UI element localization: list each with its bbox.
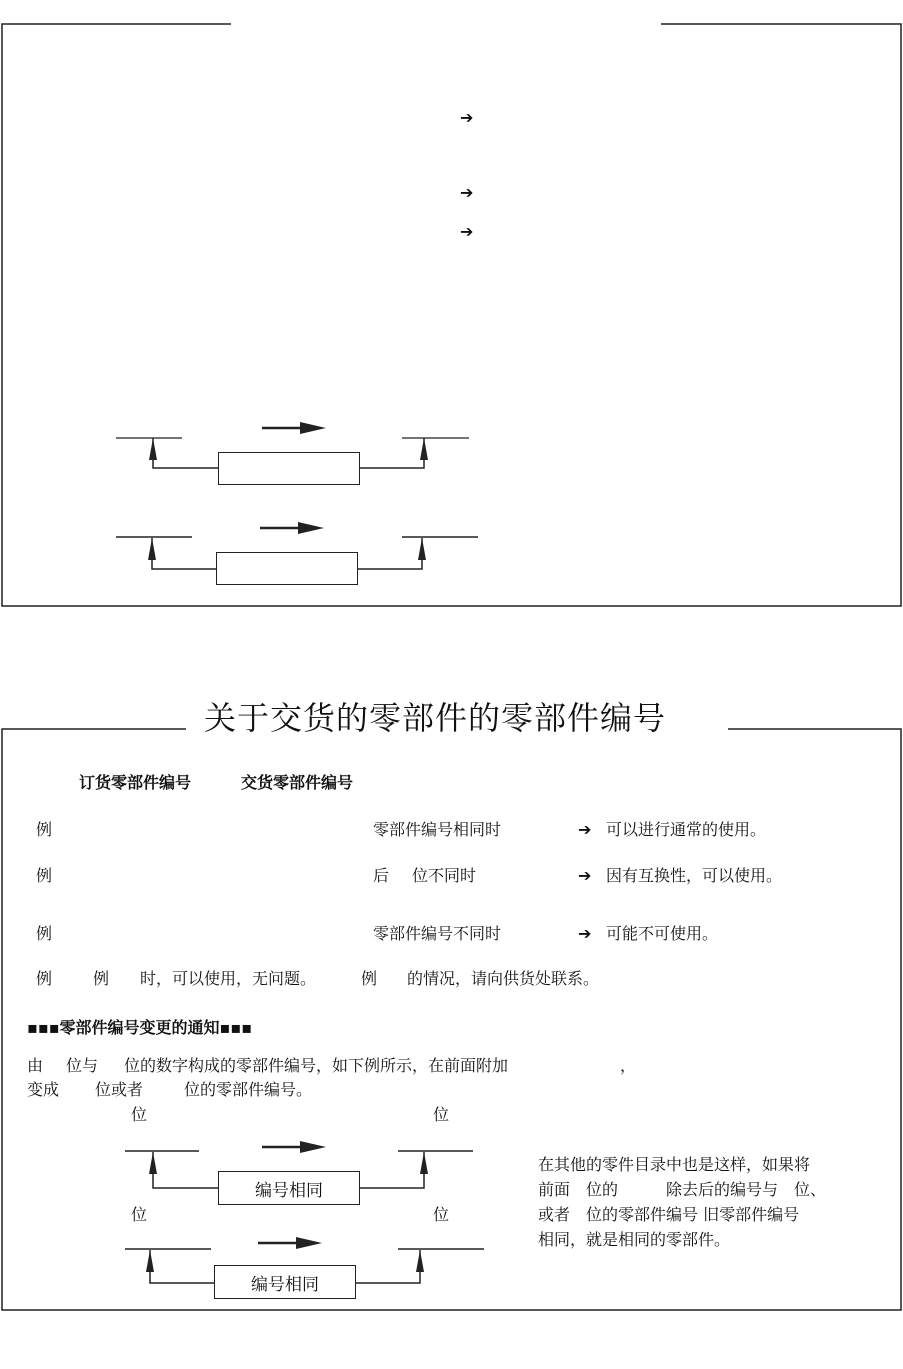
order-part-number-label: 订货零部件编号 bbox=[79, 773, 192, 792]
summary-part: 例 bbox=[361, 969, 378, 988]
top-diagram-box-1 bbox=[218, 452, 360, 485]
example-condition: 零部件编号不同时 bbox=[373, 924, 502, 943]
side-note-line: 相同，就是相同的零部件。 bbox=[538, 1230, 731, 1249]
example-label: 例 bbox=[36, 866, 53, 885]
notice-text: 由 bbox=[27, 1056, 44, 1075]
notice-text: 位的数字构成的零部件编号，如下例所示，在前面附加 bbox=[124, 1056, 509, 1075]
digit-position-label: 位 bbox=[131, 1105, 148, 1124]
notice-text: 位的零部件编号。 bbox=[184, 1080, 313, 1099]
notice-text: 位或者 bbox=[95, 1080, 144, 1099]
top-section bbox=[0, 0, 903, 610]
example-condition-b: 位不同时 bbox=[412, 866, 477, 885]
summary-part: 时，可以使用，无问题。 bbox=[140, 969, 317, 988]
top-frame bbox=[0, 0, 903, 610]
example-condition: 零部件编号相同时 bbox=[373, 820, 502, 839]
summary-part: 例 bbox=[36, 969, 53, 988]
arrow-icon: ➔ bbox=[578, 820, 592, 839]
side-note-line: 在其他的零件目录中也是这样，如果将 bbox=[538, 1155, 811, 1174]
digit-position-label: 位 bbox=[131, 1205, 148, 1224]
example-label: 例 bbox=[36, 924, 53, 943]
arrow-icon: ➔ bbox=[460, 222, 474, 241]
summary-part: 的情况，请向供货处联系。 bbox=[407, 969, 600, 988]
example-label: 例 bbox=[36, 820, 53, 839]
arrow-icon: ➔ bbox=[578, 866, 592, 885]
same-number-box: 编号相同 bbox=[214, 1265, 356, 1299]
summary-part: 例 bbox=[93, 969, 110, 988]
side-note-line: 前面 位的 除去后的编号与 位、 bbox=[538, 1180, 827, 1199]
section-title: 关于交货的零部件的零部件编号 bbox=[204, 699, 667, 737]
example-result: 可能不可使用。 bbox=[606, 924, 719, 943]
delivery-part-number-label: 交货零部件编号 bbox=[241, 773, 354, 792]
notice-text: 变成 bbox=[27, 1080, 60, 1099]
example-condition-a: 后 bbox=[373, 866, 390, 885]
notice-text: ， bbox=[620, 1056, 637, 1075]
side-note-line: 或者 位的零部件编号 旧零部件编号 bbox=[538, 1205, 800, 1224]
notice-heading: ▪▪▪零部件编号变更的通知▪▪▪ bbox=[27, 1018, 253, 1037]
top-diagram-box-2 bbox=[216, 552, 358, 585]
arrow-icon: ➔ bbox=[460, 108, 474, 127]
notice-text: 位与 bbox=[66, 1056, 99, 1075]
arrow-icon: ➔ bbox=[460, 183, 474, 202]
example-result: 可以进行通常的使用。 bbox=[606, 820, 767, 839]
digit-position-label: 位 bbox=[433, 1105, 450, 1124]
arrow-icon: ➔ bbox=[578, 924, 592, 943]
digit-position-label: 位 bbox=[433, 1205, 450, 1224]
bottom-section bbox=[0, 640, 903, 1330]
same-number-box: 编号相同 bbox=[218, 1171, 360, 1205]
example-result: 因有互换性，可以使用。 bbox=[606, 866, 783, 885]
